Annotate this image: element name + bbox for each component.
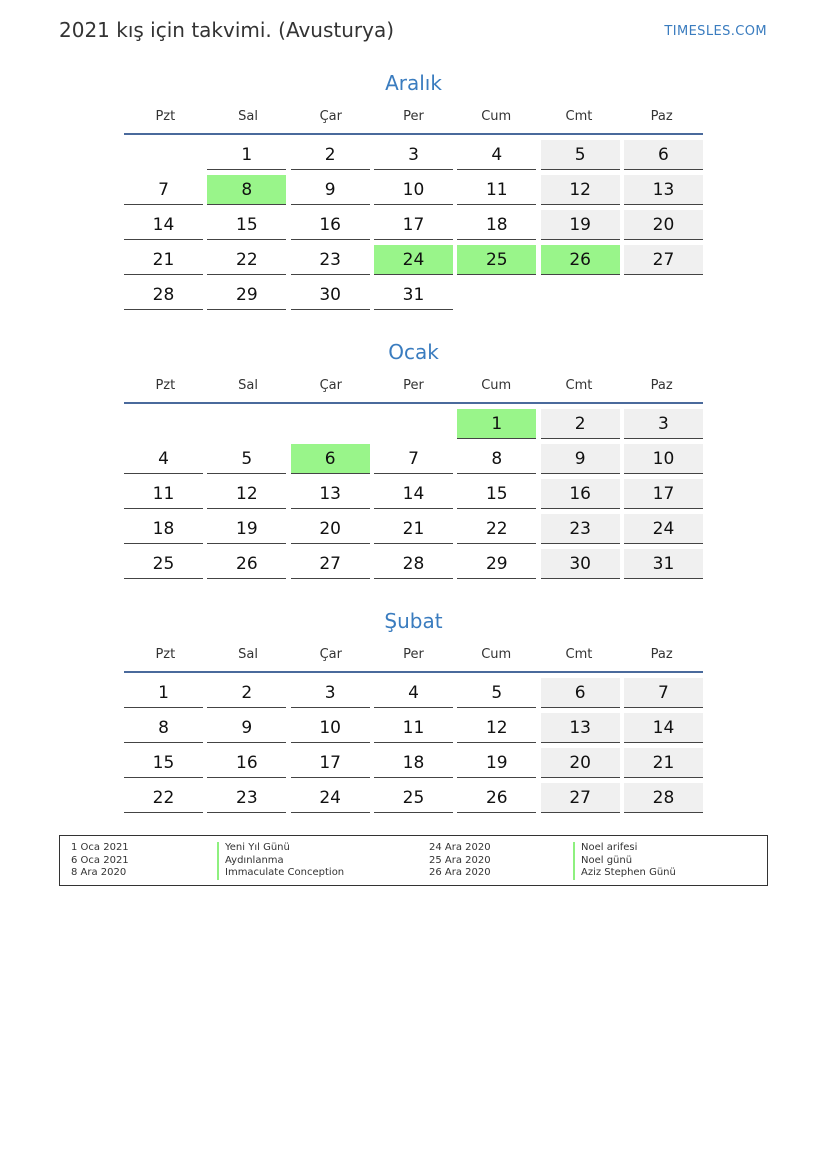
day-cell: 15	[124, 748, 203, 778]
weekday-label: Çar	[319, 378, 342, 393]
weekday-label: Pzt	[155, 647, 176, 662]
day-cell: 26	[457, 783, 536, 813]
legend-date: 25 Ara 2020	[429, 854, 491, 866]
legend-holiday-name: Noel günü	[573, 855, 676, 868]
weekday-header	[124, 378, 703, 398]
weekday-label: Cum	[481, 378, 512, 393]
day-cell: 30	[291, 280, 370, 310]
empty-cell	[207, 409, 286, 438]
legend-date: 8 Ara 2020	[71, 867, 127, 878]
day-cell: 4	[374, 678, 453, 708]
page-title: 2021 kış için takvimi. (Avusturya)	[59, 18, 395, 42]
month-december	[124, 69, 703, 310]
day-cell: 2	[207, 678, 286, 708]
weekday-label: Cum	[481, 109, 512, 124]
day-cell: 20	[541, 748, 620, 778]
legend-dates-left	[71, 842, 129, 880]
day-cell: 20	[291, 514, 370, 544]
day-grid	[124, 409, 703, 579]
day-cell: 7	[124, 175, 203, 205]
empty-cell	[291, 409, 370, 438]
weekday-header	[124, 109, 703, 129]
day-cell: 10	[624, 444, 703, 474]
month-january	[124, 338, 703, 579]
legend-names-left	[217, 842, 344, 880]
day-cell: 2	[291, 140, 370, 170]
day-grid	[124, 678, 703, 813]
weekday-label: Cmt	[565, 647, 593, 662]
day-cell: 16	[291, 210, 370, 240]
day-cell: 26	[207, 549, 286, 579]
legend-date: 24 Ara 2020	[429, 842, 491, 853]
legend-date: 1 Oca 2021	[71, 842, 129, 853]
day-cell: 17	[291, 748, 370, 778]
day-cell: 3	[291, 678, 370, 708]
weekday-label: Per	[403, 647, 424, 662]
weekday-label: Paz	[650, 647, 673, 662]
day-cell: 12	[457, 713, 536, 743]
day-cell: 4	[124, 444, 203, 474]
month-title: Şubat	[384, 609, 443, 633]
day-cell: 19	[541, 210, 620, 240]
day-cell: 31	[374, 280, 453, 310]
day-cell: 16	[207, 748, 286, 778]
weekday-label: Çar	[319, 647, 342, 662]
day-cell: 15	[457, 479, 536, 509]
holiday-day-cell: 1	[457, 409, 536, 439]
day-cell: 11	[124, 479, 203, 509]
header-divider	[124, 671, 703, 673]
day-cell: 17	[374, 210, 453, 240]
month-title: Ocak	[388, 340, 439, 364]
day-cell: 12	[541, 175, 620, 205]
weekday-label: Sal	[238, 109, 258, 124]
day-cell: 25	[124, 549, 203, 579]
empty-cell	[124, 409, 203, 438]
weekday-label: Çar	[319, 109, 342, 124]
day-cell: 5	[541, 140, 620, 170]
day-cell: 10	[291, 713, 370, 743]
day-cell: 7	[374, 444, 453, 474]
day-cell: 14	[624, 713, 703, 743]
day-cell: 10	[374, 175, 453, 205]
day-cell: 6	[541, 678, 620, 708]
day-cell: 20	[624, 210, 703, 240]
day-cell: 28	[374, 549, 453, 579]
weekday-label: Paz	[650, 378, 673, 393]
day-cell: 24	[291, 783, 370, 813]
day-cell: 11	[374, 713, 453, 743]
day-cell: 5	[457, 678, 536, 708]
day-cell: 9	[291, 175, 370, 205]
header-divider	[124, 133, 703, 135]
empty-cell	[374, 409, 453, 438]
day-cell: 3	[374, 140, 453, 170]
day-cell: 23	[291, 245, 370, 275]
weekday-label: Sal	[238, 647, 258, 662]
weekday-label: Per	[403, 109, 424, 124]
legend-date: 26 Ara 2020	[429, 867, 491, 878]
day-cell: 4	[457, 140, 536, 170]
day-cell: 9	[541, 444, 620, 474]
day-cell: 18	[124, 514, 203, 544]
weekday-label: Per	[403, 378, 424, 393]
holiday-day-cell: 26	[541, 245, 620, 275]
weekday-label: Pzt	[155, 109, 176, 124]
day-cell: 8	[457, 444, 536, 474]
weekday-label: Cum	[481, 647, 512, 662]
day-cell: 29	[207, 280, 286, 310]
day-cell: 30	[541, 549, 620, 579]
header-divider	[124, 402, 703, 404]
day-cell: 3	[624, 409, 703, 439]
day-cell: 2	[541, 409, 620, 439]
day-cell: 21	[124, 245, 203, 275]
day-cell: 24	[624, 514, 703, 544]
day-cell: 1	[124, 678, 203, 708]
day-cell: 27	[541, 783, 620, 813]
legend-names-right	[573, 842, 676, 880]
day-cell: 18	[374, 748, 453, 778]
month-title: Aralık	[385, 71, 442, 95]
holiday-day-cell: 24	[374, 245, 453, 275]
day-cell: 14	[124, 210, 203, 240]
day-cell: 14	[374, 479, 453, 509]
legend-holiday-name: Aydınlanma	[217, 855, 344, 868]
day-cell: 6	[624, 140, 703, 170]
day-cell: 23	[207, 783, 286, 813]
brand-link[interactable]: TIMESLES.COM	[664, 24, 767, 39]
holiday-day-cell: 8	[207, 175, 286, 205]
day-cell: 31	[624, 549, 703, 579]
day-cell: 27	[624, 245, 703, 275]
weekday-label: Pzt	[155, 378, 176, 393]
day-cell: 28	[124, 280, 203, 310]
empty-cell	[124, 140, 203, 169]
day-cell: 18	[457, 210, 536, 240]
weekday-label: Cmt	[565, 378, 593, 393]
day-cell: 21	[374, 514, 453, 544]
day-cell: 5	[207, 444, 286, 474]
holiday-day-cell: 25	[457, 245, 536, 275]
day-cell: 22	[124, 783, 203, 813]
day-cell: 21	[624, 748, 703, 778]
day-cell: 12	[207, 479, 286, 509]
weekday-label: Paz	[650, 109, 673, 124]
legend-holiday-name: Aziz Stephen Günü	[573, 867, 676, 880]
day-cell: 23	[541, 514, 620, 544]
day-cell: 25	[374, 783, 453, 813]
day-grid	[124, 140, 703, 310]
day-cell: 13	[291, 479, 370, 509]
day-cell: 19	[457, 748, 536, 778]
day-cell: 13	[541, 713, 620, 743]
holiday-legend	[59, 835, 768, 886]
weekday-header	[124, 647, 703, 667]
day-cell: 19	[207, 514, 286, 544]
day-cell: 28	[624, 783, 703, 813]
weekday-label: Cmt	[565, 109, 593, 124]
legend-holiday-name: Immaculate Conception	[217, 867, 344, 880]
day-cell: 13	[624, 175, 703, 205]
day-cell: 15	[207, 210, 286, 240]
day-cell: 16	[541, 479, 620, 509]
day-cell: 9	[207, 713, 286, 743]
day-cell: 11	[457, 175, 536, 205]
legend-date: 6 Oca 2021	[71, 854, 129, 866]
day-cell: 1	[207, 140, 286, 170]
day-cell: 22	[207, 245, 286, 275]
holiday-day-cell: 6	[291, 444, 370, 474]
legend-holiday-name: Noel arifesi	[573, 842, 676, 855]
month-february	[124, 607, 703, 813]
weekday-label: Sal	[238, 378, 258, 393]
day-cell: 8	[124, 713, 203, 743]
day-cell: 27	[291, 549, 370, 579]
legend-dates-right	[429, 842, 491, 880]
day-cell: 22	[457, 514, 536, 544]
day-cell: 17	[624, 479, 703, 509]
day-cell: 7	[624, 678, 703, 708]
legend-holiday-name: Yeni Yıl Günü	[217, 842, 344, 855]
day-cell: 29	[457, 549, 536, 579]
